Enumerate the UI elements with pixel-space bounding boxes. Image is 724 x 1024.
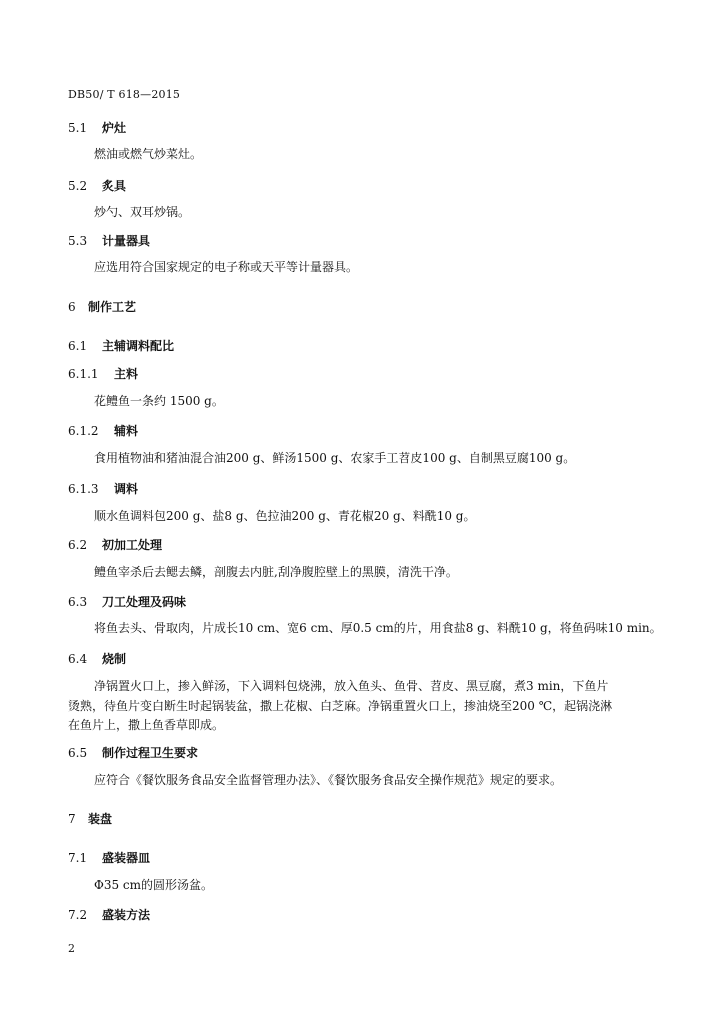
subsection-heading [68, 481, 139, 497]
section-number: 6.2 [68, 538, 88, 552]
section-title: 计量器具 [102, 234, 151, 248]
section-title: 制作工艺 [88, 300, 137, 314]
section-number: 6.5 [68, 746, 88, 760]
section-title: 主辅调料配比 [102, 339, 175, 353]
section-paragraph: 应符合《餐饮服务食品安全监督管理办法》、《餐饮服务食品安全操作规范》规定的要求。 [94, 773, 563, 787]
section-number: 6.1 [68, 339, 88, 353]
section-title: 炙具 [102, 179, 127, 193]
section-heading [68, 338, 175, 354]
section-title: 调料 [114, 482, 139, 496]
section-heading [68, 120, 127, 136]
section-heading [68, 907, 151, 923]
section-title: 炉灶 [102, 121, 127, 135]
section-number: 5.3 [68, 234, 88, 248]
section-paragraph: 将鱼去头、骨取肉，片成长10 cm、宽6 cm、厚0.5 cm的片，用食盐8 g、料酰10 g，将鱼码味10 min。 [94, 621, 662, 635]
chapter-heading [68, 299, 137, 315]
section-paragraph: 应选用符合国家规定的电子称或天平等计量器具。 [94, 260, 359, 274]
section-paragraph: 燃油或燃气炒菜灶。 [94, 147, 203, 161]
section-paragraph-line: 净锅置火口上，掺入鲜汤，下入调料包烧沸，放入鱼头、鱼骨、苕皮、黑豆腐，煮3 min，下鱼片 [94, 679, 609, 693]
section-number: 6.1.2 [68, 424, 99, 438]
section-title: 烧制 [102, 652, 127, 666]
section-title: 装盘 [88, 812, 113, 826]
section-number: 6.1.1 [68, 367, 99, 381]
section-number: 5.1 [68, 121, 88, 135]
section-paragraph: Φ35 cm的圆形汤盆。 [94, 878, 214, 892]
standard-code: DB50/ T 618—2015 [68, 88, 181, 101]
section-paragraph: 炒勺、双耳炒锅。 [94, 205, 191, 219]
section-number: 6.4 [68, 652, 88, 666]
section-title: 刀工处理及码味 [102, 595, 187, 609]
section-title: 主料 [114, 367, 139, 381]
subsection-heading [68, 423, 139, 439]
section-heading [68, 233, 151, 249]
section-title: 辅料 [114, 424, 139, 438]
section-number: 5.2 [68, 179, 88, 193]
section-title: 初加工处理 [102, 538, 163, 552]
page-number: 2 [68, 942, 75, 955]
subsection-heading [68, 366, 139, 382]
section-number: 7.2 [68, 908, 88, 922]
section-paragraph: 鳢鱼宰杀后去鳃去鳞，剖腹去内脏,刮净腹腔壁上的黑膜，清洗干净。 [94, 565, 458, 579]
section-number: 6.3 [68, 595, 88, 609]
section-paragraph: 食用植物油和猪油混合油200 g、鲜汤1500 g、农家手工苕皮100 g、自制黑豆腐100 g。 [94, 451, 576, 465]
section-heading [68, 594, 187, 610]
section-number: 7.1 [68, 851, 88, 865]
section-paragraph: 顺水鱼调料包200 g、盐8 g、色拉油200 g、青花椒20 g、料酰10 g。 [94, 509, 476, 523]
section-heading [68, 850, 151, 866]
section-title: 制作过程卫生要求 [102, 746, 199, 760]
section-paragraph-line: 在鱼片上，撒上鱼香草即成。 [68, 718, 225, 732]
section-number: 6 [68, 300, 76, 314]
chapter-heading [68, 811, 113, 827]
section-heading [68, 745, 199, 761]
section-heading [68, 178, 127, 194]
section-title: 盛装器皿 [102, 851, 151, 865]
section-number: 7 [68, 812, 76, 826]
section-number: 6.1.3 [68, 482, 99, 496]
section-title: 盛装方法 [102, 908, 151, 922]
section-paragraph-line: 烫熟，待鱼片变白断生时起锅装盆，撒上花椒、白芝麻。净锅重置火口上，掺油烧至200 ℃，起锅浇淋 [68, 699, 613, 713]
section-heading [68, 651, 127, 667]
section-paragraph: 花鳢鱼一条约 1500 g。 [94, 394, 224, 408]
section-heading [68, 537, 163, 553]
